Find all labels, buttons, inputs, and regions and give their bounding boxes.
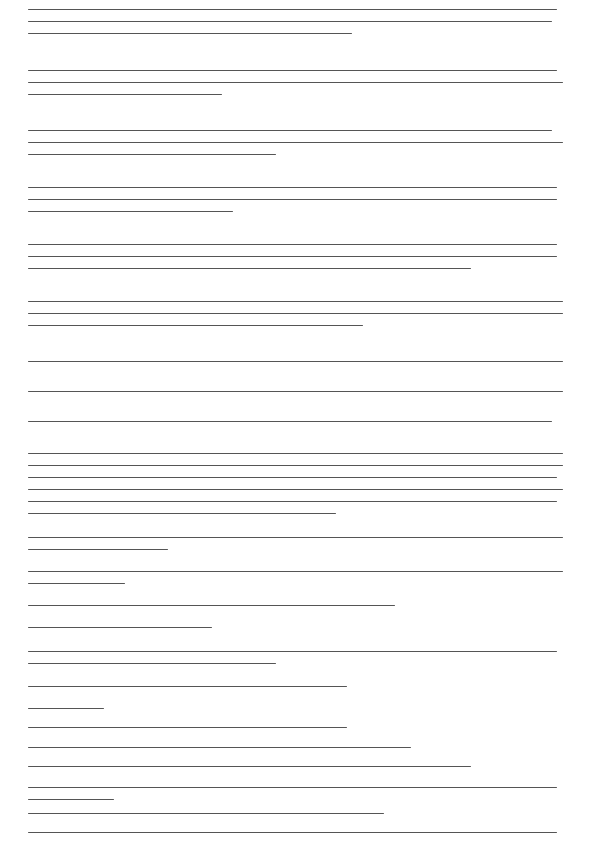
text-line (28, 313, 563, 314)
text-line (28, 799, 114, 800)
paragraph (28, 9, 568, 34)
text-line (28, 832, 557, 833)
text-line (28, 465, 563, 466)
paragraph (28, 537, 568, 550)
text-line (28, 94, 222, 95)
paragraph (28, 651, 568, 664)
text-line (28, 583, 125, 584)
text-line (28, 9, 557, 10)
paragraph (28, 571, 568, 584)
paragraph (28, 727, 568, 728)
text-line (28, 187, 557, 188)
text-line (28, 549, 168, 550)
text-line (28, 33, 352, 34)
paragraph (28, 130, 568, 155)
text-line (28, 651, 557, 652)
text-line (28, 708, 104, 709)
text-line (28, 256, 557, 257)
text-line (28, 747, 411, 748)
paragraph (28, 832, 568, 833)
paragraph (28, 627, 568, 628)
paragraph (28, 787, 568, 800)
paragraph (28, 391, 568, 392)
paragraph (28, 361, 568, 362)
paragraph (28, 766, 568, 767)
text-line (28, 813, 384, 814)
text-line (28, 361, 563, 362)
text-line (28, 663, 276, 664)
paragraph (28, 686, 568, 687)
text-line (28, 21, 552, 22)
paragraph (28, 747, 568, 748)
text-line (28, 571, 563, 572)
text-line (28, 787, 557, 788)
text-line (28, 301, 563, 302)
text-line (28, 130, 552, 131)
text-line (28, 244, 557, 245)
text-line (28, 211, 233, 212)
text-line (28, 82, 563, 83)
text-line (28, 421, 552, 422)
paragraph (28, 813, 568, 814)
paragraph (28, 244, 568, 269)
text-line (28, 268, 471, 269)
text-line (28, 727, 347, 728)
text-line (28, 513, 336, 514)
paragraph (28, 301, 568, 326)
text-line (28, 501, 557, 502)
text-line (28, 537, 563, 538)
paragraph (28, 605, 568, 606)
text-line (28, 199, 557, 200)
text-line (28, 766, 471, 767)
paragraph (28, 708, 568, 709)
paragraph (28, 70, 568, 95)
text-line (28, 453, 563, 454)
paragraph (28, 453, 568, 514)
text-line (28, 489, 563, 490)
text-line (28, 477, 557, 478)
text-line (28, 142, 563, 143)
paragraph (28, 187, 568, 212)
text-line (28, 605, 395, 606)
text-line (28, 627, 212, 628)
text-line (28, 686, 347, 687)
text-line (28, 70, 557, 71)
text-line (28, 391, 563, 392)
text-line (28, 154, 276, 155)
text-line (28, 325, 363, 326)
paragraph (28, 421, 568, 422)
